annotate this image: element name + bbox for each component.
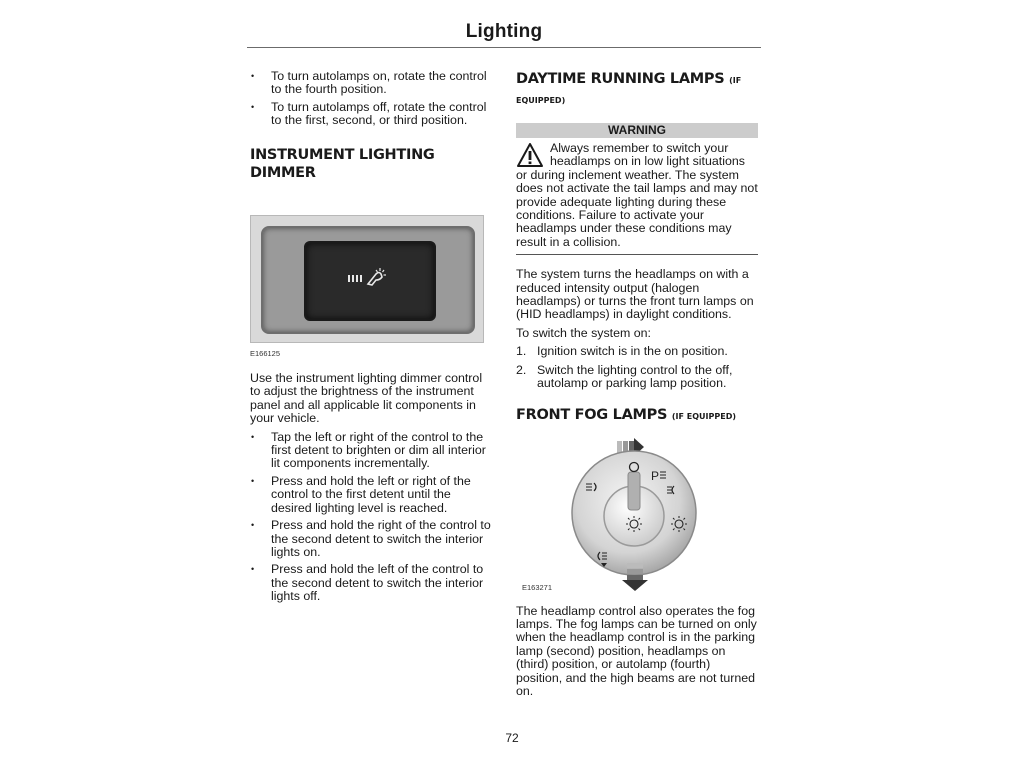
dimmer-heading-line2: DIMMER <box>250 164 316 181</box>
dimmer-heading-line1: INSTRUMENT LIGHTING <box>250 146 435 163</box>
page-header <box>247 18 761 48</box>
list-item: • To turn autolamps on, rotate the control to the fourth position. <box>250 70 492 97</box>
dimmer-intro: Use the instrument lighting dimmer control to adjust the brightness of the instrument panel and all applicable lit components in your vehicle. <box>250 371 483 426</box>
dimmer-figure <box>250 215 484 343</box>
svg-text:P: P <box>651 468 660 483</box>
list-item <box>516 364 758 391</box>
list-item: • To turn autolamps off, rotate the control to the first, second, or third position. <box>250 101 492 128</box>
instrument-dimmer-icon <box>346 265 392 291</box>
dimmer-figure-id: E166125 <box>250 348 281 358</box>
fog-heading <box>516 406 758 426</box>
fog-figure <box>516 436 756 611</box>
fog-heading-suffix: (IF EQUIPPED) <box>671 411 736 421</box>
fog-description: The headlamp control also operates the fog lamps. The fog lamps can be turned on only when the headlamp control is in the parking lamp (second) position, headlamps on (third) position, or autolamp (fourth) position, and the high beams are not turned on. <box>516 603 757 698</box>
step-text: Ignition switch is in the on position. <box>537 344 728 359</box>
list-item: • Press and hold the right of the control to the second detent to switch the interior lights on. <box>250 519 492 559</box>
fog-heading-text: FRONT FOG LAMPS <box>516 406 668 423</box>
list-item: • Tap the left or right of the control to the first detent to brighten or dim all interior lit components incrementally. <box>250 431 492 471</box>
drl-heading <box>516 70 758 110</box>
list-item: • Press and hold the left or right of the control to the first detent until the desired lighting level is reached. <box>250 475 492 515</box>
warning-box <box>516 123 758 255</box>
page-number: 72 <box>505 731 519 745</box>
dimmer-bullets <box>250 431 492 604</box>
dimmer-bezel <box>261 226 475 334</box>
drl-steps <box>516 345 758 390</box>
list-item: • Press and hold the left of the control to the second detent to switch the interior lights off. <box>250 563 492 603</box>
left-column <box>250 70 492 608</box>
step-number: 2. <box>516 362 527 377</box>
step-number: 1. <box>516 344 527 359</box>
drl-switch-intro: To switch the system on: <box>516 325 651 340</box>
drl-heading-text: DAYTIME RUNNING LAMPS <box>516 71 725 87</box>
warning-body <box>516 138 758 255</box>
warning-triangle-icon <box>516 142 544 168</box>
dimmer-heading <box>250 146 492 182</box>
dimmer-button <box>304 241 436 321</box>
warning-text: Always remember to switch your headlamps on in low light situations or during inclement weather. The system does not activate the tail lamps and may not provide adequate lighting during these conditions. Failure to activate your headlamps under these conditions may result in a collision. <box>516 141 758 249</box>
fog-figure-id: E163271 <box>522 582 553 592</box>
warning-title: WARNING <box>516 123 758 138</box>
page-title: Lighting <box>465 21 543 42</box>
autolamp-bullets <box>250 70 492 128</box>
list-item <box>516 345 758 358</box>
right-column <box>516 70 758 698</box>
drl-description: The system turns the headlamps on with a reduced intensity output (halogen headlamps) or turns the front turn lamps on (HID headlamps) in daylight conditions. <box>516 267 754 322</box>
drl-heading-suffix-a: (IF <box>729 76 742 85</box>
step-text: Switch the lighting control to the off, autolamp or parking lamp position. <box>537 362 733 391</box>
drl-heading-suffix-b: EQUIPPED) <box>516 96 566 105</box>
